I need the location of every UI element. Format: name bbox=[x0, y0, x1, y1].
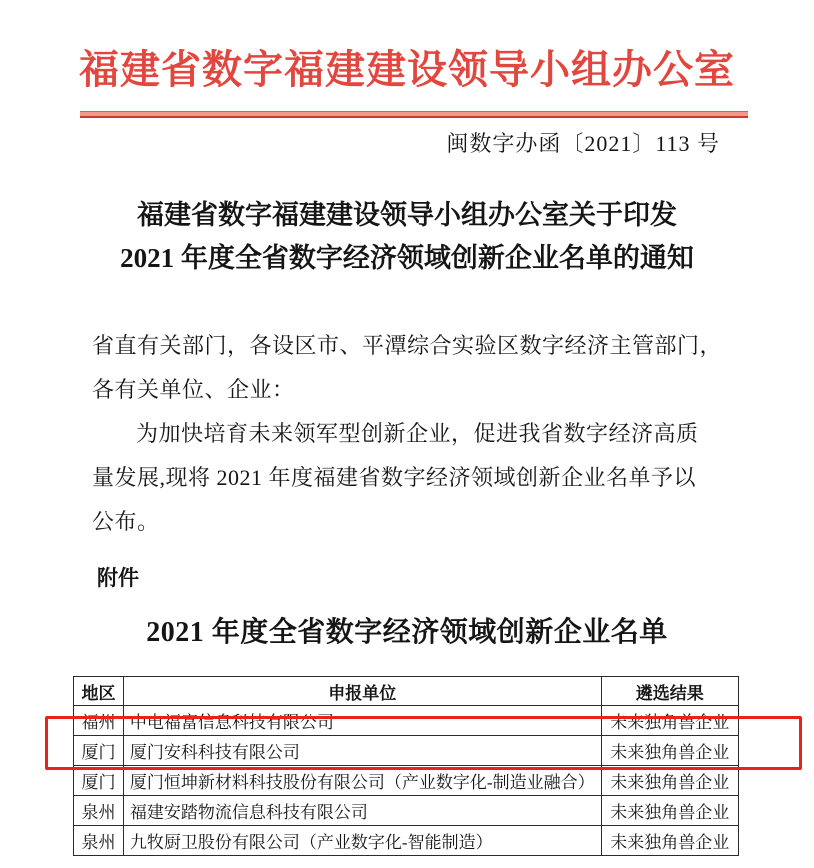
result-cell: 未来独角兽企业 bbox=[601, 736, 738, 766]
document-title-line-1: 福建省数字福建建设领导小组办公室关于印发 bbox=[137, 200, 677, 230]
document-number: 闽数字办函〔2021〕113 号 bbox=[446, 131, 720, 156]
list-title: 2021 年度全省数字经济领域创新企业名单 bbox=[146, 617, 668, 648]
region-cell: 泉州 bbox=[74, 796, 124, 826]
company-cell: 厦门恒坤新材料科技股份有限公司（产业数字化-制造业融合） bbox=[123, 766, 601, 796]
header-region: 地区 bbox=[74, 677, 124, 706]
red-divider-line bbox=[80, 111, 748, 118]
result-cell: 未来独角兽企业 bbox=[601, 796, 738, 826]
attachment-label: 附件 bbox=[97, 567, 139, 590]
paragraph-line-3: 公布。 bbox=[92, 509, 160, 534]
table-row bbox=[74, 796, 739, 826]
document-body bbox=[92, 324, 724, 544]
table-header-row bbox=[74, 677, 739, 706]
company-cell: 中电福富信息科技有限公司 bbox=[123, 706, 601, 736]
letterhead-title: 福建省数字福建建设领导小组办公室 bbox=[79, 47, 735, 92]
salutation-line-2: 各有关单位、企业： bbox=[92, 377, 295, 402]
company-cell: 九牧厨卫股份有限公司（产业数字化-智能制造） bbox=[123, 826, 601, 856]
region-cell: 厦门 bbox=[74, 766, 124, 796]
salutation-line-1: 省直有关部门，各设区市、平潭综合实验区数字经济主管部门， bbox=[92, 333, 723, 358]
table-row bbox=[74, 766, 739, 796]
result-cell: 未来独角兽企业 bbox=[601, 826, 738, 856]
region-cell: 福州 bbox=[74, 706, 124, 736]
document-title bbox=[0, 194, 814, 280]
region-cell: 泉州 bbox=[74, 826, 124, 856]
table-row-highlighted bbox=[74, 736, 739, 766]
table-row bbox=[74, 706, 739, 736]
company-list-table bbox=[73, 676, 739, 856]
region-cell: 厦门 bbox=[74, 736, 124, 766]
paragraph-line-2: 量发展,现将 2021 年度福建省数字经济领域创新企业名单予以 bbox=[92, 465, 697, 490]
result-cell: 未来独角兽企业 bbox=[601, 766, 738, 796]
company-cell: 福建安踏物流信息科技有限公司 bbox=[123, 796, 601, 826]
table-row bbox=[74, 826, 739, 856]
document-title-line-2: 2021 年度全省数字经济领域创新企业名单的通知 bbox=[120, 243, 694, 273]
header-company: 申报单位 bbox=[123, 677, 601, 706]
header-result: 遴选结果 bbox=[601, 677, 738, 706]
company-cell: 厦门安科科技有限公司 bbox=[123, 736, 601, 766]
result-cell: 未来独角兽企业 bbox=[601, 706, 738, 736]
paragraph-line-1: 为加快培育未来领军型创新企业，促进我省数字经济高质 bbox=[136, 421, 699, 446]
